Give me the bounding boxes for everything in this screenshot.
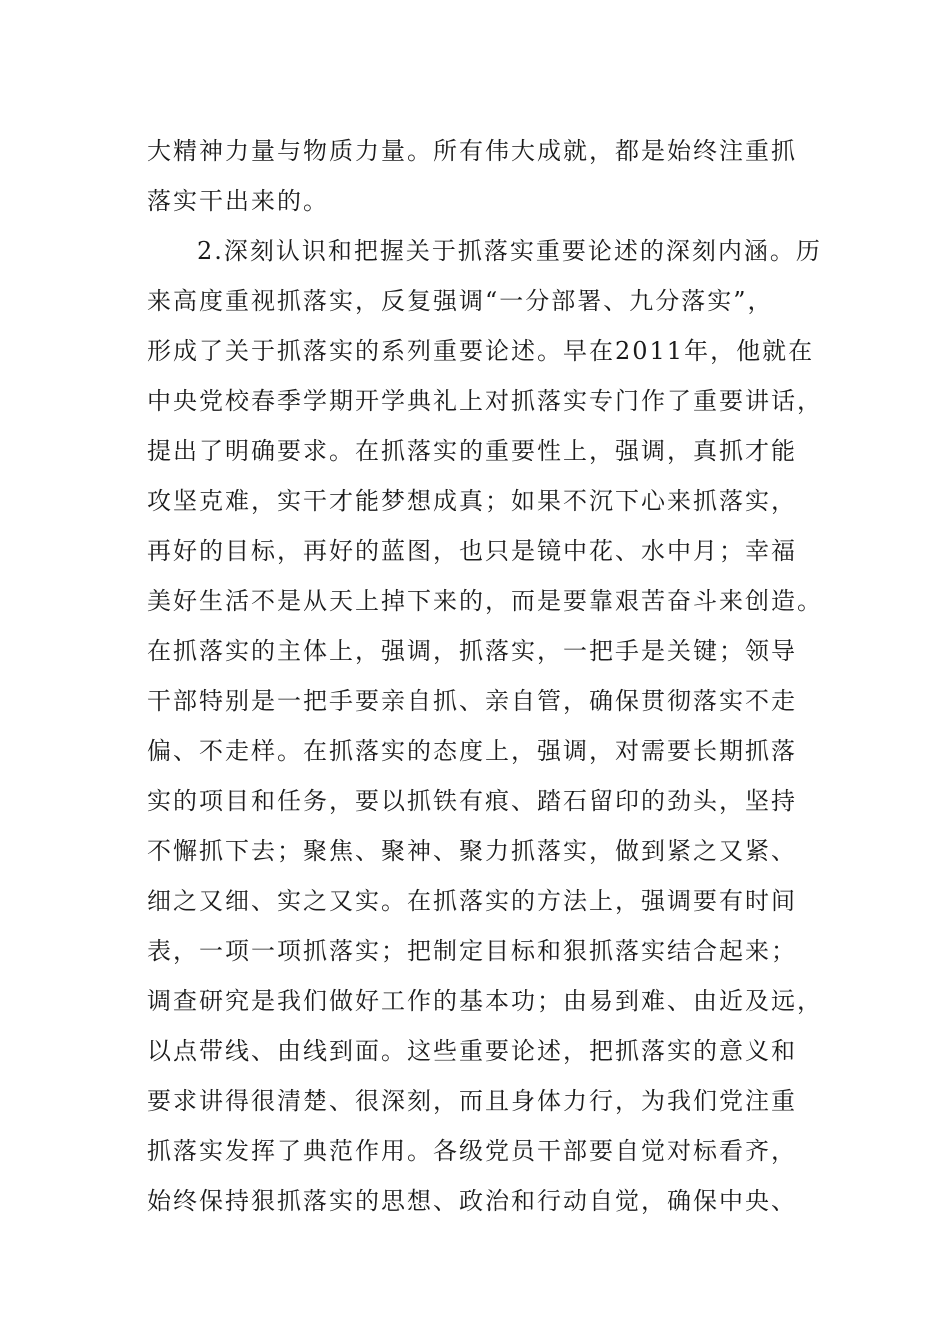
text-line: 攻坚克难，实干才能梦想成真；如果不沉下心来抓落实，	[147, 487, 797, 515]
text-line: 偏、不走样。在抓落实的态度上，强调，对需要长期抓落	[147, 737, 797, 765]
text-line: 始终保持狠抓落实的思想、政治和行动自觉，确保中央、	[147, 1187, 797, 1215]
paragraph-start-line: 2.深刻认识和把握关于抓落实重要论述的深刻内涵。历	[197, 237, 822, 265]
text-line: 大精神力量与物质力量。所有伟大成就，都是始终注重抓	[147, 137, 797, 165]
text-line: 提出了明确要求。在抓落实的重要性上，强调，真抓才能	[147, 437, 797, 465]
text-line: 在抓落实的主体上，强调，抓落实，一把手是关键；领导	[147, 637, 797, 665]
text-line: 美好生活不是从天上掉下来的，而是要靠艰苦奋斗来创造。	[147, 587, 823, 615]
text-line: 以点带线、由线到面。这些重要论述，把抓落实的意义和	[147, 1037, 797, 1065]
text-line: 实的项目和任务，要以抓铁有痕、踏石留印的劲头，坚持	[147, 787, 797, 815]
text-line: 要求讲得很清楚、很深刻，而且身体力行，为我们党注重	[147, 1087, 797, 1115]
body-text	[147, 126, 823, 1226]
text-line: 不懈抓下去；聚焦、聚神、聚力抓落实，做到紧之又紧、	[147, 837, 797, 865]
text-line: 落实干出来的。	[147, 187, 329, 215]
text-line: 再好的目标，再好的蓝图，也只是镜中花、水中月；幸福	[147, 537, 797, 565]
text-line: 中央党校春季学期开学典礼上对抓落实专门作了重要讲话，	[147, 387, 823, 415]
text-line: 细之又细、实之又实。在抓落实的方法上，强调要有时间	[147, 887, 797, 915]
text-line: 干部特别是一把手要亲自抓、亲自管，确保贯彻落实不走	[147, 687, 797, 715]
text-line: 来高度重视抓落实，反复强调“一分部署、九分落实”，	[147, 287, 774, 315]
text-line: 抓落实发挥了典范作用。各级党员干部要自觉对标看齐，	[147, 1137, 797, 1165]
text-line: 表，一项一项抓落实；把制定目标和狠抓落实结合起来；	[147, 937, 797, 965]
text-line: 调查研究是我们做好工作的基本功；由易到难、由近及远，	[147, 987, 823, 1015]
text-line: 形成了关于抓落实的系列重要论述。早在2011年，他就在	[147, 337, 815, 365]
